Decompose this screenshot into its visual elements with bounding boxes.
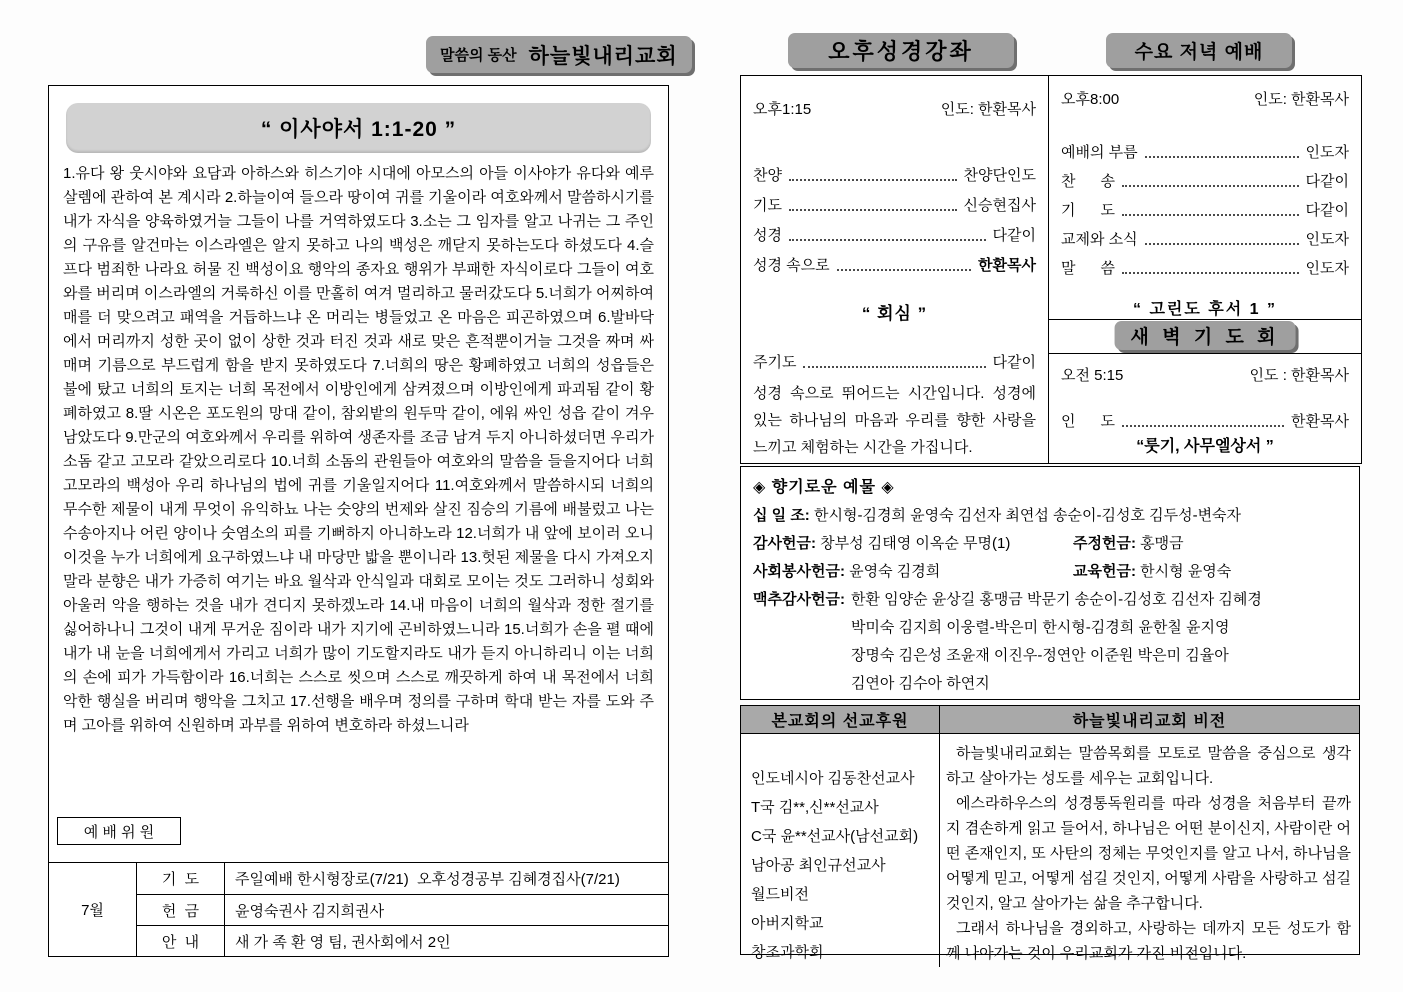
social-education-row xyxy=(753,558,1347,586)
service-row xyxy=(1061,249,1349,278)
dotted-leader xyxy=(1122,272,1299,274)
dotted-leader xyxy=(803,366,985,368)
tithe-row xyxy=(753,502,1347,530)
social-names: 윤영숙 김경희 xyxy=(849,563,941,580)
service-label: 주기도 xyxy=(753,354,797,371)
mission-item: C국 윤**선교사(남선교회) xyxy=(751,828,919,845)
thanks-offering xyxy=(753,530,1073,558)
wednesday-time: 오후8:00 xyxy=(1061,91,1120,108)
wednesday-service-rows xyxy=(1061,133,1349,278)
education-offering xyxy=(1073,558,1347,586)
service-row xyxy=(1061,162,1349,191)
afternoon-service-rows xyxy=(753,155,1036,275)
dawn-prayer-section xyxy=(1049,319,1361,464)
service-value: 찬양단인도 xyxy=(963,167,1036,184)
dawn-sermon-title: “룻기, 사무엘상서 ” xyxy=(1136,438,1274,455)
education-label: 교육헌금: xyxy=(1073,563,1136,580)
mission-item: 창조과학회 xyxy=(751,944,824,961)
dotted-leader xyxy=(1122,214,1299,216)
wednesday-dawn-column xyxy=(1049,76,1361,463)
harvest-label: 맥추감사헌금: xyxy=(753,591,845,608)
dawn-lead-row xyxy=(1061,405,1349,431)
mission-item: T국 김**,신**선교사 xyxy=(751,799,879,816)
church-title-badge xyxy=(426,36,692,73)
service-label: 성경 속으로 xyxy=(753,257,830,274)
weekly-offering xyxy=(1073,530,1347,558)
dawn-time: 오전 5:15 xyxy=(1061,367,1124,384)
harvest-name-line: 김연아 김수아 하연지 xyxy=(850,675,990,692)
service-row xyxy=(753,245,1036,275)
service-value: 인도자 xyxy=(1305,260,1349,277)
badge-church-name: 하늘빛내리교회 xyxy=(528,44,678,68)
social-label: 사회봉사헌금: xyxy=(753,563,845,580)
dotted-leader xyxy=(1145,156,1299,158)
dawn-time-row xyxy=(1061,364,1349,385)
dawn-prayer-body xyxy=(1049,354,1361,464)
vision-paragraph: 에스라하우스의 성경통독원리를 따라 성경을 처음부터 끝까지 겸손하게 읽고 들어서, 하나님은 어떤 분이신지, 사람이란 어떤 존재인지, 또 사탄의 정체는 무엇인지를 알고 나서, 하나님을 어떻게 믿고, 어떻게 섬길 것인지, 어떻게 사람을 사랑하고 섬길 것인지, 알고 살아가는 삶을 추구합니다. xyxy=(946,795,1351,912)
harvest-names xyxy=(851,586,1262,698)
service-label: 기도 xyxy=(753,197,782,214)
weekly-names: 홍맹금 xyxy=(1140,535,1184,552)
mission-vision-table xyxy=(740,705,1360,962)
scripture-title-banner: “ 이사야서 1:1-20 ” xyxy=(66,103,651,153)
wednesday-worship-section xyxy=(1049,76,1361,319)
afternoon-sermon-title: “ 회심 ” xyxy=(861,304,928,323)
lords-prayer-row xyxy=(753,344,1036,372)
dawn-prayer-badge: 새 벽 기 도 회 xyxy=(1115,321,1296,350)
offerings-section xyxy=(740,466,1360,700)
vision-header: 하늘빛내리교회 비전 xyxy=(940,706,1359,734)
thanks-names: 창부성 김태영 이옥순 무명(1) xyxy=(820,535,1011,552)
offerings-title: ◈ 향기로운 예물 ◈ xyxy=(753,479,895,496)
weekly-label: 주정헌금: xyxy=(1073,535,1136,552)
committee-month: 7월 xyxy=(81,902,104,919)
mission-item: 아버지학교 xyxy=(751,915,824,932)
dawn-leader: 인도 : 한환목사 xyxy=(1249,367,1349,384)
dawn-badge-strip xyxy=(1049,320,1361,354)
order-of-service-box xyxy=(740,75,1362,464)
tithe-label: 십 일 조: xyxy=(753,507,810,524)
harvest-name-line: 박미숙 김지희 이웅렬-박은미 한시형-김경희 윤한칠 윤지영 xyxy=(850,619,1230,636)
committee-row-value: 새 가 족 환 영 팀, 권사회에서 2인 xyxy=(224,925,668,956)
service-row xyxy=(1061,191,1349,220)
service-row xyxy=(753,155,1036,185)
dotted-leader xyxy=(789,209,957,211)
committee-row-label: 기 도 xyxy=(136,863,224,894)
vision-paragraph: 하늘빛내리교회는 말씀목회를 모토로 말씀을 중심으로 생각하고 살아가는 성도를 세우는 교회입니다. xyxy=(946,745,1351,787)
dotted-leader xyxy=(789,179,957,181)
dotted-leader xyxy=(1145,243,1299,245)
badge-motto: 말씀의 동산 xyxy=(440,47,517,64)
thanks-label: 감사헌금: xyxy=(753,535,816,552)
service-value: 인도자 xyxy=(1305,231,1349,248)
service-value: 다같이 xyxy=(992,354,1036,371)
service-value: 다같이 xyxy=(1305,202,1349,219)
wednesday-sermon-title: “ 고린도 후서 1 ” xyxy=(1133,301,1277,318)
service-label: 기 도 xyxy=(1061,202,1115,219)
social-offering xyxy=(753,558,1073,586)
service-label: 인 도 xyxy=(1061,413,1115,430)
harvest-name-line: 장명숙 김은성 조윤재 이진우-정연안 이준원 박은미 김율아 xyxy=(850,647,1229,664)
harvest-offering-row xyxy=(753,586,1347,698)
service-label: 성경 xyxy=(753,227,782,244)
service-row xyxy=(753,185,1036,215)
service-value: 다같이 xyxy=(1305,173,1349,190)
service-label: 교제와 소식 xyxy=(1061,231,1138,248)
class-description: 성경 속으로 뛰어드는 시간입니다. 성경에 있는 하나님의 마음과 우리를 향한 사랑을 느끼고 체험하는 시간을 가집니다. xyxy=(753,385,1036,456)
scripture-text: 1.유다 왕 웃시야와 요담과 아하스와 히스기야 시대에 아모스의 아들 이사야가 유다와 예루살렘에 관하여 본 계시라 2.하늘이여 들으라 땅이여 귀를 기울이라 여호와께서 말씀하시기를 내가 자식을 양육하였거늘 그들이 나를 거역하였도다 3.소는 그 임자를 알고 나귀는 그 주인의 구유를 알건마는 이스라엘은 알지 못하고 나의 백성은 깨닫지 못하는도다 하셨도다 4.슬프다 범죄한 나라요 허물 진 백성이요 행악의 종자요 행위가 부패한 자식이로다 그들이 여호와를 버리며 이스라엘의 거룩하신 이를 만홀히 여겨 멀리하고 물러갔도다 5.너희가 어찌하여 매를 더 맞으려고 패역을 거듭하느냐 온 머리는 병들었고 온 마음은 피곤하였으며 6.발바닥에서 머리까지 성한 곳이 없이 상한 것과 터진 것과 새로 맞은 흔적뿐이거늘 그것을 짜며 싸매며 기름으로 부드럽게 함을 받지 못하였도다 7.너희의 땅은 황폐하였고 너희의 성읍들은 불에 탔고 너희의 토지는 너희 목전에서 이방인에게 삼켜졌으며 이방인에게 파괴됨 같이 황폐하였고 8.딸 시온은 포도원의 망대 같이, 참외밭의 원두막 같이, 에워 싸인 성읍 같이 겨우 남았도다 9.만군의 여호와께서 우리를 위하여 생존자를 조금 남겨 두지 아니하셨더면 우리가 소돔 같고 고모라 같았으리로다 10.너희 소돔의 관원들아 여호와의 말씀을 들을지어다 너희 고모라의 백성아 우리 하나님의 법에 귀를 기울일지어다 11.여호와께서 말씀하시되 너희의 무수한 제물이 내게 무엇이 유익하뇨 나는 숫양의 번제와 살진 짐승의 기름에 배불렀고 나는 수송아지나 어린 양이나 숫염소의 피를 기뻐하지 아니하노라 12.너희가 내 앞에 보이러 오니 이것을 누가 너희에게 요구하였느냐 내 마당만 밟을 뿐이니라 13.헛된 제물을 다시 가져오지 말라 분향은 내가 가증히 여기는 바요 월삭과 안식일과 대회로 모이는 것도 그러하니 성회와 아울러 악을 행하는 것을 내가 견디지 못하겠노라 14.내 마음이 너희의 월삭과 정한 절기를 싫어하나니 그것이 내게 무거운 짐이라 내가 지기에 곤비하였느니라 15.너희가 손을 펼 때에 내가 내 눈을 너희에게서 가리고 너희가 많이 기도할지라도 내가 듣지 아니하리니 이는 너희의 손에 피가 가득함이라 16.너희는 스스로 씻으며 스스로 깨끗하게 하여 내 목전에서 너희 악한 행실을 버리며 행악을 그치고 17.선행을 배우며 정의를 구하며 학대 받는 자를 도와 주며 고아를 위하여 신원하며 과부를 위하여 변호하라 하셨느니라 xyxy=(63,165,654,734)
dotted-leader xyxy=(1122,425,1284,427)
mission-item: 인도네시아 김동찬선교사 xyxy=(751,770,915,787)
thanks-weekly-row xyxy=(753,530,1347,558)
service-value: 신승현집사 xyxy=(963,197,1036,214)
service-row xyxy=(1061,133,1349,162)
committee-row-value: 윤영숙권사 김지희권사 xyxy=(224,894,668,925)
service-label: 말 씀 xyxy=(1061,260,1115,277)
tithe-names: 한시형-김경희 윤영숙 김선자 최연섭 송순이-김성호 김두성-변숙자 xyxy=(813,507,1242,524)
afternoon-leader: 인도: 한환목사 xyxy=(940,101,1036,118)
wednesday-leader: 인도: 한환목사 xyxy=(1253,91,1349,108)
scripture-page xyxy=(48,85,669,957)
harvest-name-line: 한환 임양순 윤상길 홍맹금 박문기 송순이-김성호 김선자 김혜경 xyxy=(850,591,1262,608)
vision-text xyxy=(940,734,1359,967)
afternoon-class-section xyxy=(741,76,1049,463)
afternoon-time-row xyxy=(753,98,1036,119)
education-names: 한시형 윤영숙 xyxy=(1140,563,1232,580)
wednesday-time-row xyxy=(1061,88,1349,109)
service-value: 인도자 xyxy=(1305,144,1349,161)
mission-item: 월드비전 xyxy=(751,886,809,903)
vision-paragraph: 그래서 하나님을 경외하고, 사랑하는 데까지 모든 성도가 함께 나아가는 것이 우리교회가 가진 비전입니다. xyxy=(946,920,1351,962)
service-label: 예배의 부름 xyxy=(1061,144,1138,161)
service-row xyxy=(753,215,1036,245)
dotted-leader xyxy=(789,239,986,241)
committee-row-value: 주일예배 한시형장로(7/21) 오후성경공부 김혜경집사(7/21) xyxy=(224,863,668,894)
mission-list xyxy=(741,734,940,967)
committee-row-label: 안 내 xyxy=(136,925,224,956)
service-value: 한환목사 xyxy=(978,257,1036,274)
service-label: 찬 송 xyxy=(1061,173,1115,190)
mission-header: 본교회의 선교후원 xyxy=(741,706,940,734)
worship-committee-label: 예 배 위 원 xyxy=(57,817,181,845)
service-row xyxy=(1061,220,1349,249)
service-value: 한환목사 xyxy=(1291,413,1349,430)
service-value: 다같이 xyxy=(992,227,1036,244)
service-label: 찬양 xyxy=(753,167,782,184)
afternoon-time: 오후1:15 xyxy=(753,101,812,118)
afternoon-class-badge: 오후성경강좌 xyxy=(788,33,1014,68)
dotted-leader xyxy=(837,269,971,271)
committee-row-label: 헌 금 xyxy=(136,894,224,925)
dotted-leader xyxy=(1122,185,1299,187)
wednesday-worship-badge: 수요 저녁 예배 xyxy=(1106,33,1292,68)
worship-committee-table xyxy=(48,862,669,957)
mission-item: 남아공 최인규선교사 xyxy=(751,857,886,874)
